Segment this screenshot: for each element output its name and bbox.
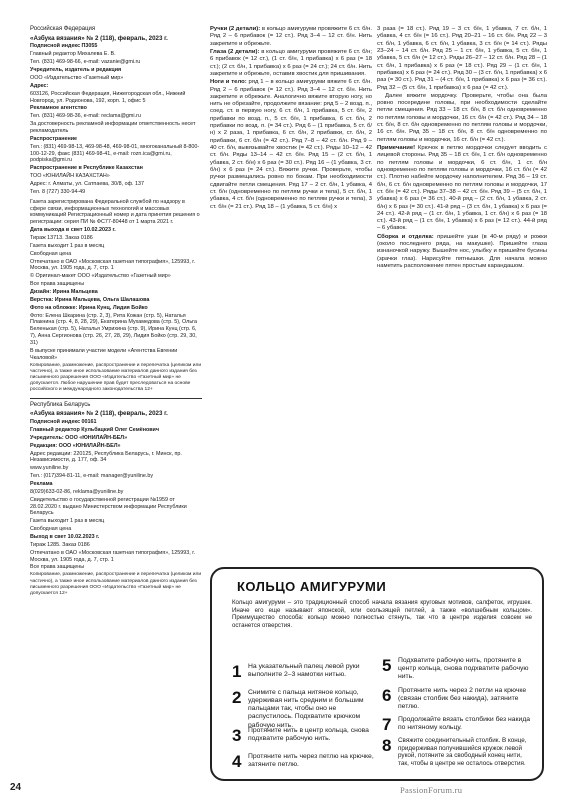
- imprint-by-release: Выход в свет 10.02.2023 г.: [30, 534, 100, 541]
- step-number: 3: [232, 726, 242, 745]
- imprint-photos: Фото: Елена Шкарина (стр. 2, 3), Рита Кожан (стр. 5), Наталья Плакнина (стр. 4, 8, 28, 29), Екатерина Мухамедова (стр. 5), Ольга Беленькая (стр. 5), Наталья Умрихина (стр. 9), Ирина Кунц (стр. 6, 7), Анна Сергионова (стр. 26, 27, 28, 29), Лидия Бойко (стр. 29, 30, 31): [30, 312, 197, 346]
- imprint-by-ads-contact: 8(029)633-02-86, reklama@yuniline.by: [30, 488, 124, 495]
- imprint-prep: В выпуске принимали участие модели «Агентства Евгении Чкаловой»: [30, 347, 178, 361]
- imprint-country: Российская Федерация: [30, 26, 96, 32]
- imprint-kz-phone: Тел. 8 (727) 330-94-49: [30, 188, 86, 195]
- imprint-by-price: Свободная цена: [30, 526, 72, 533]
- imprint-by-printed-at: Отпечатано в ОАО «Московская газетная типография», 125993, г. Москва, ул. 1905 года, д. 7, стр. 1: [30, 549, 196, 563]
- imprint-print-run: Тираж 13713. Заказ 0186: [30, 234, 93, 241]
- imprint-cover-photo: Фото на обложке: Ирина Кунц, Лидия Бойко: [30, 304, 148, 311]
- step-number: 2: [232, 688, 242, 707]
- pattern-assembly-heading: Сборка и отделка:: [377, 233, 434, 240]
- pattern-assembly-text: пришейте уши (в 40-м ряду) и рожки (около последнего ряда, на макушке). Пришейте глаза изнаночкой наружу. Вышейте нос, улыбку и пришейте бусины (зрачки глаз). Нарисуйте пятнышки. Для начала можно наметить расположение пятен простым карандашом.: [377, 233, 547, 269]
- box-title: КОЛЬЦО АМИГУРУМИ: [237, 579, 387, 594]
- step-text: Свяжите соединительный столбик. В конце, придерживая получившийся кружок левой рукой, потяните за свободный конец нити, так, чтобы в центре не осталось отверстия.: [398, 737, 527, 767]
- imprint-by-chief-editor: Главный редактор Кульбацкий Олег Семёнович: [30, 427, 160, 434]
- imprint-frequency: Газета выходит 1 раз в месяц: [30, 242, 105, 249]
- step-4: [232, 753, 382, 770]
- imprint-chief-editor: Главный редактор Михалева Е. В.: [30, 51, 116, 58]
- imprint-ads-label: Рекламное агентство: [30, 105, 87, 112]
- pattern-note-text: Крючок в петлю мордочки следует вводить с лицевой стороны. Ряд 35 – 18 ст. б/н, 1 ст. б/н одновременно по петлям головы и мордочки, 6 ст. б/н, 1 ст. б/н одновременно по петлям головы и мордочки, 16 ст. б/н (= 42 ст.). Плотно набейте мордочку наполнителем. Ряд 36 – 19 ст. б/н, 6 ст. б/н одновременно по петлям головы и мордочки, 17 ст. б/н (= 42 ст.). Ряды 37–38 – 42 ст. б/н. Ряд 39 – (5 ст. б/н, 1 убавка) х 6 раз (= 36 ст.). 40-й ряд – (2 ст. б/н, 1 убавка, 2 ст. б/н) х 6 раз (= 30 ст.). 41-й ряд – (3 ст. б/н, 1 убавка) х 6 раз (= 24 ст.). 42-й ряд – (1 ст. б/н, 1 убавка, 1 ст. б/н) х 6 раз (= 18 ст.). 43-й ряд – (1 ст. б/н, 1 убавка) х 6 раз (= 12 ст.). 44-й ряд – 6 убавок.: [377, 145, 548, 232]
- imprint-founder: ООО «Издательство «Газетный мир»: [30, 74, 124, 81]
- pattern-head-rows: 3 раза (= 18 ст.). Ряд 19 – 3 ст. б/н, 1 убавка, 7 ст. б/н, 1 убавка, 4 ст. б/н (= 16 ст.). Ряд 20–21 – 16 ст. б/н. Ряд 22 – 3 ст. б/н, 1 убавка, 6 ст. б/н, 1 убавка, 3 ст. б/н (= 14 ст.). Ряды 23–24 – 14 ст. б/н. Ряд 25 – 1 ст. б/н, 1 убавка, 5 ст. б/н, 1 убавка, 5 ст. б/н (= 12 ст.). Ряды 26–27 – 12 ст. б/н. Ряд 28 – (1 ст. б/н, 1 прибавка) х 6 раз (= 18 ст.). Ряд 29 – (1 ст. б/н, 1 прибавка) х 6 раз (= 24 ст.). Ряд 30 – (3 ст. б/н, 1 прибавка) х 6 раз (= 30 ст.). Ряд 31 – (4 ст. б/н, 1 прибавка) х 6 раз (= 36 ст.). Ряд 32 – (5 ст. б/н, 1 прибавка) х 6 раз (= 42 ст.).: [377, 26, 547, 91]
- pattern-eyes-text: в кольцо амигуруми провяжите 6 ст. б/н; 6 прибавок (= 12 ст.), (1 ст. б/н, 1 прибавка) х 6 раз (= 18 ст.); (2 ст. б/н, 1 прибавка) х 6 раз (= 24 ст.); 24 ст. б/н. Нить закрепите и обрежьте, оставив хвостик для пришивания.: [210, 48, 372, 77]
- pattern-arms: [210, 26, 372, 48]
- step-8: [382, 737, 537, 767]
- step-1: [232, 663, 382, 680]
- step-number: 4: [232, 752, 242, 771]
- pattern-legs-heading: Ноги и тело:: [210, 79, 247, 86]
- step-text: Снимите с пальца нитяное кольцо, удерживая нить средним и большим пальцами так, чтобы оно не распустилось. Подхватите крючком рабочую нить.: [248, 689, 364, 729]
- imprint-ads-note: За достоверность рекламной информации ответственность несет рекламодатель: [30, 121, 196, 134]
- imprint-layout: Верстка: Ирина Мальцева, Ольга Шалашова: [30, 296, 150, 303]
- imprint-by-frequency: Газета выходит 1 раз в месяц: [30, 518, 105, 525]
- imprint-address-label: Адрес:: [30, 82, 49, 89]
- imprint-by-cert: Свидетельство о государственной регистрации №1959 от 28.02.2020 г. выдано Министерством информации Республики Беларусь: [30, 496, 187, 517]
- pattern-note-heading: Примечание!: [377, 145, 416, 151]
- step-number: 8: [382, 736, 392, 755]
- imprint-printed-at: Отпечатано в ОАО «Московская газетная типография», 125993, г. Москва, ул. 1905 года, д. 7, стр. 1: [30, 258, 196, 272]
- imprint-kz-addr: Адрес: г. Алматы, ул. Сатпаева, 30/8, оф. 137: [30, 180, 145, 187]
- pattern-eyes-heading: Глаза (2 детали):: [210, 48, 260, 55]
- imprint-by-website: www.yuniline.by: [30, 465, 69, 472]
- imprint-by-country: Республика Беларусь: [30, 401, 91, 408]
- page-number: 24: [10, 782, 22, 793]
- step-number: 1: [232, 662, 242, 681]
- pattern-note: [377, 145, 547, 233]
- box-lead: Кольцо амигуруми – это традиционный способ начала вязания круговых мотивов, салфеток, игрушек. Иначе его еще называют японской, или скользящей петлей, а также «волшебным кольцом». Преимущество способа: кольцо можно полностью стянуть, так что в центре изделия совсем не останется отверстия.: [232, 599, 532, 629]
- pattern-column-2: [377, 26, 547, 271]
- imprint-by-founder: Учредитель: ООО «ЮНИЛАЙН-БЕЛ»: [30, 434, 128, 441]
- imprint-founder-label: Учредитель, издатель и редакция: [30, 67, 122, 74]
- step-text: Протяните нить в центр кольца, снова подхватите рабочую нить.: [248, 727, 369, 743]
- imprint-release-date: Дата выхода в свет 10.02.2023 г.: [30, 227, 116, 234]
- step-number: 7: [382, 715, 392, 734]
- imprint-registered: Газета зарегистрирована Федеральной службой по надзору в сфере связи, информационных технологий и массовых коммуникаций Регистрационный номер и дата принятия решения о регистрации: серия ПИ № ФС77-80448 от 1 марта 2021 г.: [30, 198, 200, 226]
- step-text: Протяните нить через петлю на крючке, затяните петлю.: [248, 753, 374, 769]
- imprint-legal: Копирование, размножение, распространение и перепечатка (целиком или частично), а также иное использование материалов данного издания без письменного разрешения ООО «Издательство «Газетный мир» не допускается. Любое нарушение прав будет преследоваться на основе российского и международного законодательства 12+: [30, 362, 202, 393]
- imprint-by-ads: Реклама: [30, 481, 53, 488]
- imprint-by-phone: Тел.: (017)394-81-11, e-mail: manager@yuniline.by: [30, 473, 154, 480]
- step-7: [382, 716, 537, 733]
- imprint-kz-label: Распространение в Республике Казахстан: [30, 165, 143, 172]
- imprint-kz-org: ТОО «ЮНИЛАЙН КАЗАХСТАН»: [30, 173, 110, 180]
- watermark-site: PassionForum.ru: [400, 785, 463, 795]
- pattern-legs-text: ряд 1 – в кольцо амигуруми вяжите 6 ст. б/н. Ряд 2 – 6 прибавок (= 12 ст.). Ряд 3–4 – 12 ст. б/н. Нить закрепите и обрежьте. Аналогично вяжите вторую ногу, но нить не обрезайте, продолжите вязание: ряд 5 – 2 возд. п., соед. ст. в первую ногу, 6 ст. б/н, 1 прибавка, 5 ст. б/н, 2 прибавки по возд. п., 5 ст. б/н, 1 прибавка, 6 ст. б/н, 2 прибавки по возд. п. (= 34 ст.). Ряд 6 – (1 прибавка, 5 ст. б/н) х 2 раза, 1 прибавка, 6 ст. б/н, 2 прибавки, ст. б/н, 2 прибавки, 6 ст. б/н (= 42 ст.). Ряд 7–8 – 42 ст. б/н. Ряд 9 – 40 ст. б/н, вывязывайте хвостик (= 42 ст.). Ряды 10–12 – 42 ст. б/н. Ряды 13–14 – 42 ст. б/н. Ряд 15 – (2 ст. б/н, 1 убавка, 2 ст. б/н) х 6 раз (= 30 ст.). Ряд 16 – (1 убавка, 3 ст. б/н) х 6 раз (= 24 ст.). Вяжите ручки. Проверьте, чтобы ручки размещались ровно по бокам. При необходимости сдвигайте петли смещения. Ряд 17 – 2 ст. б/н, 1 убавка, 4 ст. б/н (одновременно по петлям ручки и тела), 5 ст. б/н, 1 убавка, 4 ст. б/н (одновременно по петлям ручки и тела), 3 ст. б/н (= 21 ст.). Ряд 18 – (1 убавка, 5 ст. б/н) х: [210, 79, 372, 210]
- imprint-designer: Дизайн: Ирина Мальцева: [30, 288, 98, 295]
- step-number: 6: [382, 686, 392, 705]
- amigurumi-ring-box: [210, 567, 544, 781]
- step-2: [232, 689, 382, 730]
- imprint-magazine-title: «Азбука вязания» № 2 (118), февраль, 2023 г.: [30, 34, 168, 42]
- imprint-copyright: © Оригинал-макет ООО «Издательство «Газетный мир»: [30, 273, 171, 280]
- imprint-distribution-label: Распространение: [30, 135, 78, 142]
- pattern-column-1: [210, 26, 372, 212]
- imprint-distribution-phones: Тел.: (831) 469-98-13, 469-98-48, 469-98-01, многоканальный 8-800-100-12-29, факс (831) 469-98-41, e-mail: rozn.ica@gmi.ru, podpiska@gmi.ru: [30, 143, 200, 164]
- imprint-phone: Тел. (831) 469-98-66, e-mail: vazanie@gmi.ru: [30, 59, 141, 66]
- imprint-address: 603126, Российская Федерация, Нижегородская обл., Нижний Новгород, ул. Родионова, 192, корп. 1, офис 5: [30, 90, 186, 104]
- step-text: Протяните нить через 2 петли на крючке (связан столбик без накида), затяните петлю.: [398, 687, 527, 711]
- imprint-rights: Все права защищены: [30, 281, 85, 288]
- imprint-price: Свободная цена: [30, 250, 72, 257]
- pattern-muzzle: Далее вяжите мордочку. Проверьте, чтобы она была ровно посередине головы, при необходимости сделайте петли смещения. Ряд 33 – 18 ст. б/н, 8 ст. б/н одновременно по петлям головы и мордочки, 16 ст. б/н (= 42 ст.). Ряд 34 – 18 ст. б/н, 8 ст. б/н одновременно по петлям головы и мордочки, 16 ст. б/н. Ряд 35 – 18 ст. б/н, 8 ст. б/н одновременно по петлям головы и мордочки, 16 ст. б/н (= 42 ст.).: [377, 92, 547, 143]
- imprint-index: Подписной индекс П3055: [30, 43, 98, 50]
- step-text: Продолжайте вязать столбики без накида по нитяному кольцу.: [398, 716, 531, 732]
- step-text: Подхватите рабочую нить, протяните в центр кольца, снова подхватите рабочую нить.: [398, 657, 529, 681]
- step-text: На указательный палец левой руки выполните 2–3 намотки нитью.: [248, 663, 360, 679]
- pattern-legs-body: [210, 79, 372, 211]
- imprint-ads-phone: Тел. (831) 469-98-36, e-mail: reclama@gmi.ru: [30, 113, 141, 120]
- step-3: [232, 727, 382, 744]
- step-5: [382, 657, 537, 681]
- imprint-by-editorial: Редакция: ООО «ЮНИЛАЙН-БЕЛ»: [30, 442, 121, 449]
- pattern-arms-heading: Ручки (2 детали):: [210, 26, 261, 32]
- pattern-eyes: [210, 49, 372, 78]
- imprint-by-rights: Все права защищены: [30, 564, 85, 571]
- imprint-by-legal: Копирование, размножение, распространение и перепечатка (целиком или частично), а также иное использование материалов данного издания без письменного разрешения ООО «Издательство «Газетный мир» не допускается 12+: [30, 572, 202, 596]
- imprint-by-address: Адрес редакции: 220125, Республика Беларусь, г. Минск, пр. Независимости, д. 177, оф. 34: [30, 450, 182, 464]
- step-6: [382, 687, 537, 711]
- imprint-by-magazine-title: «Азбука вязания» № 2 (118), февраль, 2023 г.: [30, 410, 168, 418]
- pattern-assembly: [377, 234, 547, 271]
- imprint-column: [30, 26, 202, 598]
- step-number: 5: [382, 656, 392, 675]
- pattern-arms-text: в кольцо амигуруми провяжите 6 ст. б/н. Ряд 2 – 6 прибавок (= 12 ст.). Ряд 3–4 – 12 ст. б/н. Нить закрепите и обрежьте.: [210, 26, 372, 47]
- imprint-by-print-run: Тираж 1285. Заказ 0186: [30, 541, 90, 548]
- imprint-by-index: Подписной индекс 00161: [30, 419, 97, 426]
- imprint-divider: [30, 398, 202, 399]
